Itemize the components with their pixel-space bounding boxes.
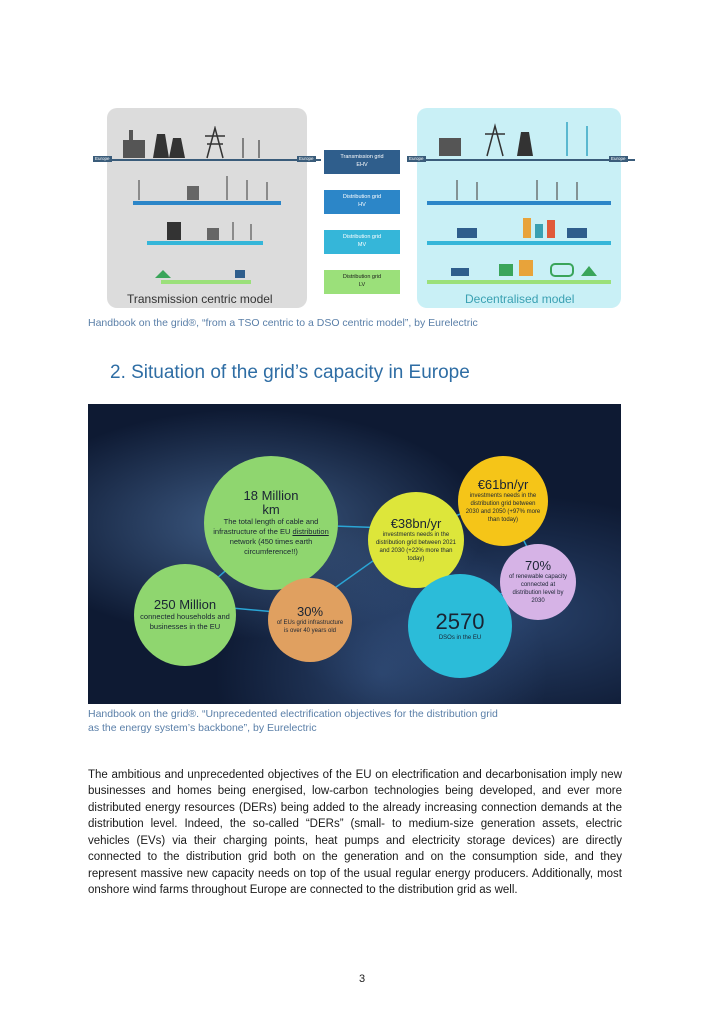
decentral-top-icons <box>437 116 607 158</box>
europe-tag-left-2: Europe <box>409 156 424 161</box>
stat-70-percent: 70% of renewable capacity connected at distribution level by 2030 <box>500 544 576 620</box>
transmission-centric-panel <box>95 108 314 308</box>
level-mv: Distribution grid MV <box>324 230 400 254</box>
level-hv: Distribution grid HV <box>324 190 400 214</box>
decentralised-model-title: Decentralised model <box>465 292 575 306</box>
level-ehv: Transmission grid EHV <box>324 150 400 174</box>
level-lv: Distribution grid LV <box>324 270 400 294</box>
figure2-caption: Handbook on the grid®. “Unprecedented electrification objectives for the distribution grid as the energy system’s backbone”, by Eurelectric <box>88 708 498 734</box>
power-plant-icons <box>121 126 271 160</box>
stat-61bn: €61bn/yr investments needs in the distribution grid between 2030 and 2050 (+97% more than today) <box>458 456 548 546</box>
figure1-caption: Handbook on the grid®, “from a TSO centric to a DSO centric model”, by Eurelectric <box>88 317 478 329</box>
europe-tag-left: Europe <box>95 156 110 161</box>
stat-cable-length: 18 Million km The total length of cable and infrastructure of the EU distribution network (450 times earth circumference!!) <box>204 456 338 590</box>
stat-2570-dsos: 2570 DSOs in the EU <box>408 574 512 678</box>
stat-250-million: 250 Million connected households and businesses in the EU <box>134 564 236 666</box>
decentral-assets-icons <box>427 168 613 280</box>
stat-30-percent: 30% of EUs grid infrastructure is over 40 years old <box>268 578 352 662</box>
europe-tag-right: Europe <box>299 156 314 161</box>
decentralised-panel <box>409 108 626 308</box>
transmission-model-title: Transmission centric model <box>127 292 273 306</box>
stat-38bn: €38bn/yr investments needs in the distribution grid between 2021 and 2030 (+22% more than today) <box>368 492 464 588</box>
section-heading: 2. Situation of the grid’s capacity in Europe <box>110 362 470 383</box>
page-number: 3 <box>358 973 366 985</box>
grid-capacity-infographic <box>88 404 621 704</box>
europe-tag-right-2: Europe <box>611 156 626 161</box>
body-paragraph: The ambitious and unprecedented objectives of the EU on electrification and decarbonisation imply new businesses and homes being energised, low-carbon technologies being developed, and ever more distributed energy resources (DERs) being added to the already increasing connection demands at the distribution level. Indeed, the so-called “DERs” (small- to medium-size generation assets, electric vehicles (EVs) via their charging points, heat pumps and electricity storage devices) are directly connected to the distribution grid both on the generation and on the consumption side, and they represent massive new capacity needs on top of the usual regular energy producers. Additionally, most onshore wind farms throughout Europe are connected to the distribution grid as well. <box>88 768 622 896</box>
grid-assets-icons <box>127 166 287 278</box>
